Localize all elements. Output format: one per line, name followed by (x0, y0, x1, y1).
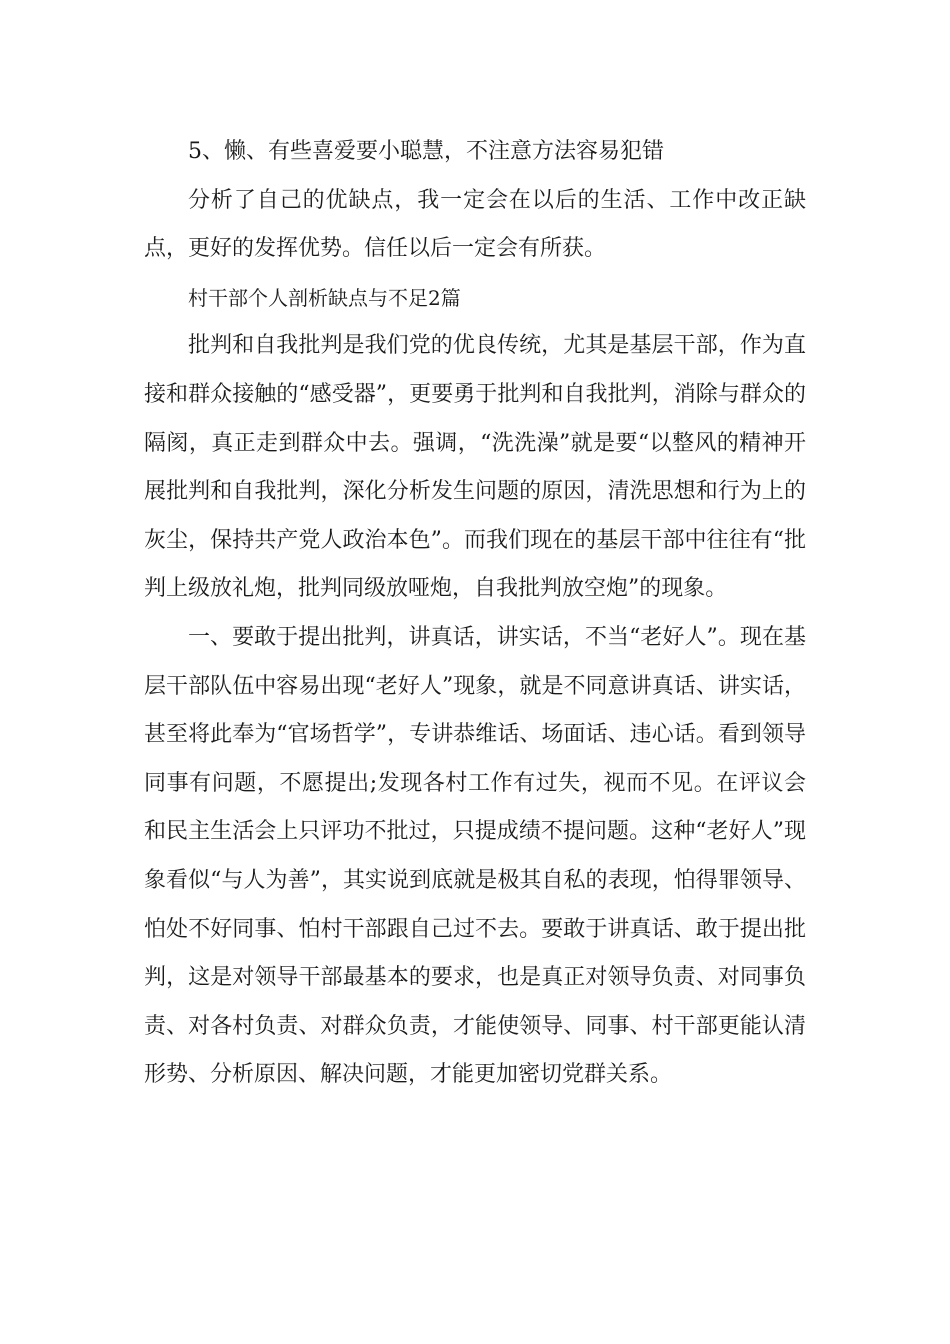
paragraph-item-5: 5、懒、有些喜爱要小聪慧，不注意方法容易犯错 (188, 139, 664, 164)
document-body (144, 128, 806, 1100)
paragraph-summary: 分析了自己的优缺点，我一定会在以后的生活、工作中改正缺点，更好的发挥优势。信任以后一定会有所获。 (144, 187, 806, 262)
paragraph-intro: 批判和自我批判是我们党的优良传统，尤其是基层干部，作为直接和群众接触的“感受器”，更要勇于批判和自我批判，消除与群众的隔阂，真正走到群众中去。强调，“洗洗澡”就是要“以整风的精神开展批判和自我批判，深化分析发生问题的原因，清洗思想和行为上的灰尘，保持共产党人政治本色”。而我们现在的基层干部中往往有“批判上级放礼炮，批判同级放哑炮，自我批判放空炮”的现象。 (144, 333, 806, 602)
section-title: 村干部个人剖析缺点与不足2篇 (188, 285, 461, 310)
paragraph-point-one: 一、要敢于提出批判，讲真话，讲实话，不当“老好人”。现在基层干部队伍中容易出现“老好人”现象，就是不同意讲真话、讲实话，甚至将此奉为“官场哲学”，专讲恭维话、场面话、违心话。看到领导同事有问题，不愿提出;发现各村工作有过失，视而不见。在评议会和民主生活会上只评功不批过，只提成绩不提问题。这种“老好人”现象看似“与人为善”，其实说到底就是极其自私的表现，怕得罪领导、怕处不好同事、怕村干部跟自己过不去。要敢于讲真话、敢于提出批判，这是对领导干部最基本的要求，也是真正对领导负责、对同事负责、对各村负责、对群众负责，才能使领导、同事、村干部更能认清形势、分析原因、解决问题，才能更加密切党群关系。 (144, 624, 806, 1088)
